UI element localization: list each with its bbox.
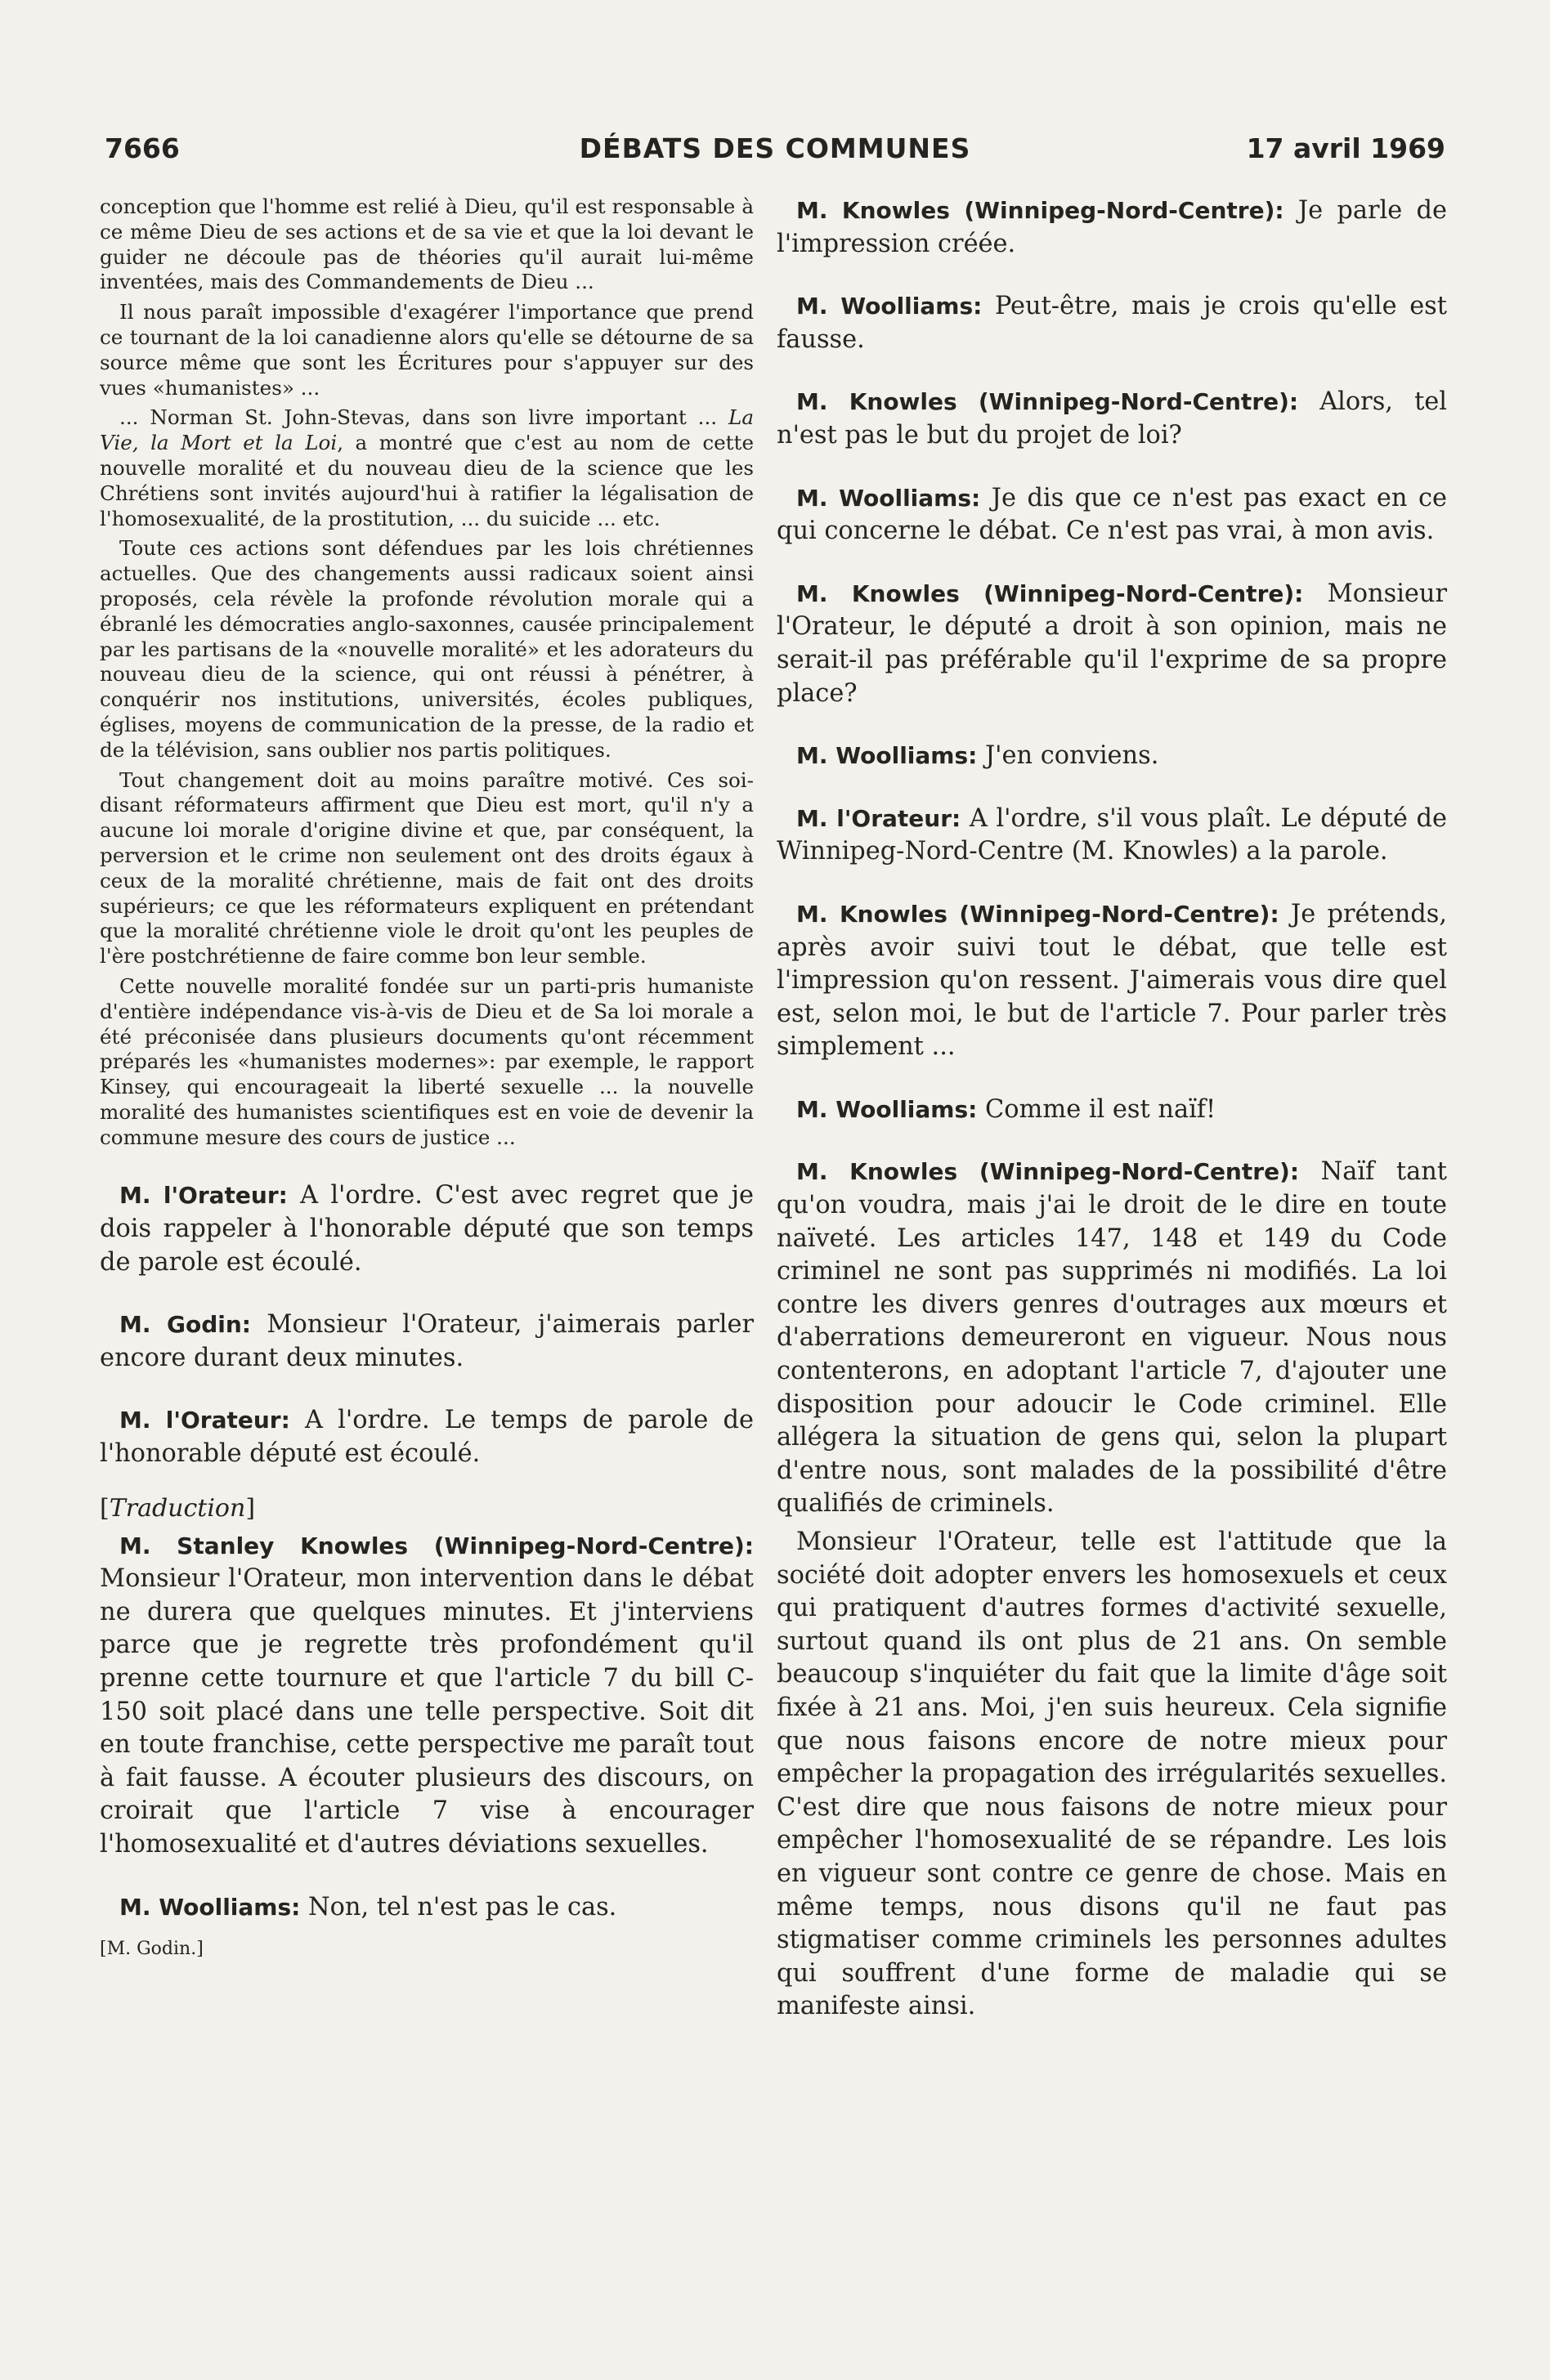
page-number: 7666 [105, 132, 180, 164]
translation-label: Traduction [109, 1493, 246, 1523]
quote-text: , a montré que c'est au nom de cette nouvelle moralité et du nouveau dieu de la science que les Chrétiens sont invités aujourd'hui à ratifier la légalisation de l'homosexualité, de la prostitution, ... du suicide ... etc. [100, 431, 754, 530]
speech [777, 578, 1447, 710]
speaker-name: M. Woolliams: [796, 293, 983, 320]
speech-text: Monsieur l'Orateur, mon intervention dans le débat ne durera que quelques minutes. Et j'interviens parce que je regrette très profondément qu'il prenne cette tournure et que l'article 7 du bill C-150 soit placé dans une telle perspective. Soit dit en toute franchise, cette perspective me paraît tout à fait fausse. A écouter plusieurs des discours, on croirait que l'article 7 vise à encourager l'homosexualité et d'autres déviations sexuelles. [100, 1564, 754, 1859]
speech [777, 803, 1447, 869]
speech-text: Alors, tel n'est pas le but du projet de loi? [777, 387, 1447, 450]
translation-marker: [Traduction] [100, 1493, 256, 1523]
quote-paragraph: Tout changement doit au moins paraître motivé. Ces soi-disant réformateurs affirment que Dieu est mort, qu'il n'y a aucune loi morale d'origine divine et que, par conséquent, la perversion et le crime non seulement ont des droits égaux à ceux de la moralité chrétienne, mais de fait ont des droits supérieurs; ce que les réformateurs expliquent en prétendant que la moralité chrétienne viole le droit qu'ont les peuples de l'ère postchrétienne de faire comme bon leur semble. [100, 767, 754, 969]
speech-text: Monsieur l'Orateur, le député a droit à son opinion, mais ne serait-il pas préférable qu'il l'exprime de sa propre place? [777, 579, 1447, 708]
speech [777, 898, 1447, 1064]
quote-paragraph: Toute ces actions sont défendues par les lois chrétiennes actuelles. Que des changements aussi radicaux soient ainsi proposés, cela révèle la profonde révolution morale qui a ébranlé les démocraties anglo-saxonnes, causée principalement par les partisans de la «nouvelle moralité» et les adorateurs du nouveau dieu de la science, qui ont réussi à pénétrer, à conquérir nos institutions, universités, écoles publiques, églises, moyens de communication de la presse, de la radio et de la télévision, sans oublier nos partis politiques. [100, 536, 754, 762]
quote-text: ... Norman St. John-Stevas, dans son livre important ... [119, 405, 728, 430]
speech-text: Comme il est naïf! [977, 1094, 1216, 1124]
page-date: 17 avril 1969 [1246, 132, 1445, 164]
speaker-name: M. Woolliams: [796, 742, 978, 770]
speaker-name: M. Knowles (Winnipeg-Nord-Centre): [796, 197, 1284, 224]
speaker-name: M. Stanley Knowles (Winnipeg-Nord-Centre): [119, 1532, 754, 1559]
speaker-name: M. Knowles (Winnipeg-Nord-Centre): [796, 579, 1304, 607]
speaker-name: M. l'Orateur: [119, 1182, 288, 1210]
quote-paragraph [100, 405, 754, 531]
quote-paragraph: conception que l'homme est relié à Dieu, qu'il est responsable à ce même Dieu de ses actions et de sa vie et que la loi devant le guider ne découle pas de théories qu'il aurait lui-même inventées, mais des Commandements de Dieu ... [100, 195, 754, 294]
page-title: DÉBATS DES COMMUNES [579, 132, 971, 164]
speech [100, 1530, 754, 1862]
speech-text: Naïf tant qu'on voudra, mais j'ai le droit de le dire en toute naïveté. Les articles 147, 148 et 149 du Code criminel ne sont pas supprimés ni modifiés. La loi contre les divers genres d'outrages aux mœurs et d'aberrations demeureront en vigueur. Nous nous contenterons, en adoptant l'article 7, d'ajouter une disposition pour adoucir le Code criminel. Elle allégera la situation de gens qui, selon la plupart d'entre nous, sont malades de la possibilité d'être qualifiés de criminels. [777, 1157, 1447, 1519]
speech [777, 482, 1447, 548]
speech-text: Je parle de l'impression créée. [777, 196, 1447, 258]
speaker-name: M. Knowles (Winnipeg-Nord-Centre): [796, 900, 1279, 928]
speech-text: Non, tel n'est pas le cas. [300, 1892, 617, 1921]
speaker-name: M. l'Orateur: [796, 804, 961, 832]
speaker-name: M. Godin: [119, 1311, 251, 1339]
speech-text: Je prétends, après avoir suivi tout le débat, que telle est l'impression qu'on ressent. J'aimerais vous dire quel est, selon moi, le but de l'article 7. Pour parler très simplement ... [777, 899, 1447, 1062]
quote-paragraph: Cette nouvelle moralité fondée sur un parti-pris humaniste d'entière indépendance vis-à-vis de Dieu et de Sa loi morale a été préconisée dans plusieurs documents qu'ont récemment préparés les «humanistes modernes»: par exemple, le rapport Kinsey, qui encourageait la liberté sexuelle ... la nouvelle moralité des humanistes scientifiques est en voie de devenir la commune mesure des cours de justice ... [100, 973, 754, 1149]
speech-paragraph: Monsieur l'Orateur, telle est l'attitude que la société doit adopter envers les homosexuels et ceux qui pratiquent d'autres formes d'activité sexuelle, surtout quand ils ont plus de 21 ans. On semble beaucoup s'inquiéter du fait que la limite d'âge soit fixée à 21 ans. Moi, j'en suis heureux. Cela signifie que nous faisons encore de notre mieux pour empêcher la propagation des irrégularités sexuelles. C'est dire que nous faisons de notre mieux pour empêcher l'homosexualité de se répandre. Les lois en vigueur sont contre ce genre de chose. Mais en même temps, nous disons qu'il ne faut pas stigmatiser comme criminels les personnes adultes qui souffrent d'une forme de maladie qui se manifeste ainsi. [777, 1528, 1447, 2021]
speech-text: A l'ordre. Le temps de parole de l'honorable député est écoulé. [100, 1406, 754, 1469]
speech-text: Je dis que ce n'est pas exact en ce qui concerne le débat. Ce n'est pas vrai, à mon avis. [777, 483, 1447, 546]
speech-text: A l'ordre, s'il vous plaît. Le député de Winnipeg-Nord-Centre (M. Knowles) a la parole. [777, 803, 1447, 866]
book-title: La Vie, la Mort et la Loi [100, 405, 754, 455]
speech [100, 1179, 754, 1279]
speech-text: J'en conviens. [977, 741, 1159, 771]
speech [777, 290, 1447, 356]
speaker-name: M. Knowles (Winnipeg-Nord-Centre): [796, 388, 1299, 416]
quote-paragraph: Il nous paraît impossible d'exagérer l'importance que prend ce tournant de la loi canadienne alors qu'elle se détourne de sa source même que sont les Écritures pour s'appuyer sur des vues «humanistes» ... [100, 300, 754, 400]
left-column [100, 195, 754, 1959]
speaker-name: M. Woolliams: [119, 1893, 301, 1921]
speech-text: Peut-être, mais je crois qu'elle est fausse. [777, 292, 1447, 354]
speaker-name: M. Knowles (Winnipeg-Nord-Centre): [796, 1158, 1300, 1186]
page-header [105, 132, 1445, 173]
speech [777, 386, 1447, 452]
speech [100, 1309, 754, 1375]
speech-text: Monsieur l'Orateur, j'aimerais parler encore durant deux minutes. [100, 1310, 754, 1372]
speech [777, 195, 1447, 261]
speech [777, 1156, 1447, 1521]
right-column [777, 195, 1447, 2024]
speech [777, 1094, 1447, 1127]
speech [777, 740, 1447, 773]
speaker-name: M. l'Orateur: [119, 1407, 290, 1434]
speech [100, 1891, 754, 1925]
speech [100, 1404, 754, 1470]
speaker-footnote: [M. Godin.] [100, 1939, 204, 1960]
speaker-name: M. Woolliams: [796, 1095, 978, 1123]
speaker-name: M. Woolliams: [796, 484, 981, 512]
speech-text: A l'ordre. C'est avec regret que je dois rappeler à l'honorable député que son temps de parole est écoulé. [100, 1181, 754, 1277]
